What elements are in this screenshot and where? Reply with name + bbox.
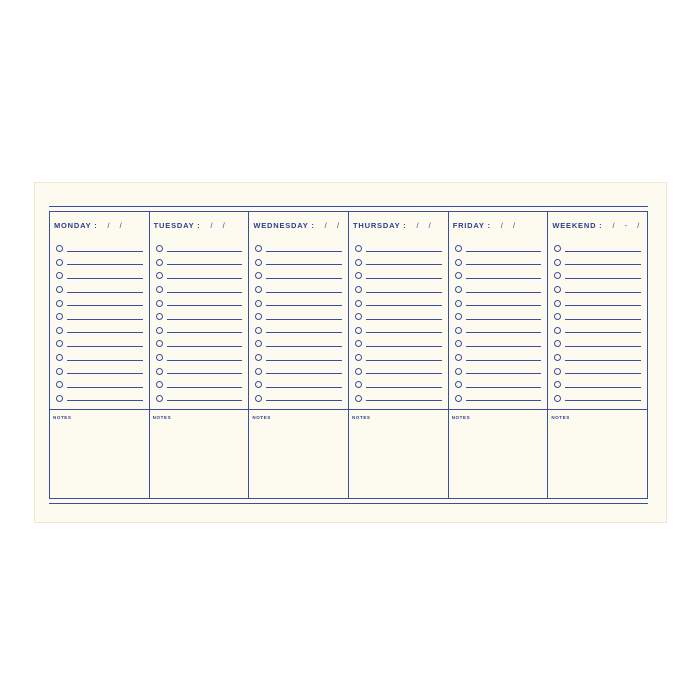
checkbox-circle-icon[interactable] [255, 327, 262, 334]
checkbox-circle-icon[interactable] [455, 340, 462, 347]
write-line[interactable] [565, 373, 641, 374]
write-line[interactable] [167, 387, 243, 388]
checklist-item [56, 310, 143, 324]
checklist [156, 242, 243, 405]
day-header [453, 221, 519, 230]
write-line[interactable] [266, 251, 342, 252]
checkbox-circle-icon[interactable] [255, 300, 262, 307]
checklist-item [156, 351, 243, 365]
checkbox-circle-icon[interactable] [554, 340, 561, 347]
checklist-item [156, 310, 243, 324]
checklist-item [56, 337, 143, 351]
checkbox-circle-icon[interactable] [554, 327, 561, 334]
write-line[interactable] [67, 292, 143, 293]
write-line[interactable] [366, 387, 442, 388]
notes-divider [50, 409, 149, 410]
checkbox-circle-icon[interactable] [554, 245, 561, 252]
write-line[interactable] [565, 346, 641, 347]
write-line[interactable] [565, 387, 641, 388]
checklist-item [554, 337, 641, 351]
checklist-item [255, 378, 342, 392]
checkbox-circle-icon[interactable] [554, 272, 561, 279]
write-line[interactable] [266, 332, 342, 333]
write-line[interactable] [366, 251, 442, 252]
checklist-item [554, 310, 641, 324]
write-line[interactable] [466, 332, 542, 333]
checkbox-circle-icon[interactable] [355, 300, 362, 307]
checklist [255, 242, 342, 405]
checklist-item [455, 378, 542, 392]
checklist-item [455, 242, 542, 256]
write-line[interactable] [167, 278, 243, 279]
write-line[interactable] [466, 278, 542, 279]
write-line[interactable] [167, 319, 243, 320]
write-line[interactable] [466, 305, 542, 306]
checklist-item [56, 364, 143, 378]
checklist-item [156, 283, 243, 297]
write-line[interactable] [167, 373, 243, 374]
checkbox-circle-icon[interactable] [455, 313, 462, 320]
day-column [149, 212, 249, 498]
checkbox-circle-icon[interactable] [355, 286, 362, 293]
checkbox-circle-icon[interactable] [56, 368, 63, 375]
checklist-item [554, 364, 641, 378]
checkbox-circle-icon[interactable] [455, 272, 462, 279]
write-line[interactable] [167, 346, 243, 347]
checkbox-circle-icon[interactable] [355, 272, 362, 279]
checkbox-circle-icon[interactable] [56, 259, 63, 266]
checkbox-circle-icon[interactable] [355, 395, 362, 402]
write-line[interactable] [67, 373, 143, 374]
checklist-item [355, 242, 442, 256]
checkbox-circle-icon[interactable] [156, 354, 163, 361]
checkbox-circle-icon[interactable] [156, 300, 163, 307]
checkbox-circle-icon[interactable] [455, 327, 462, 334]
checklist-item [554, 351, 641, 365]
checkbox-circle-icon[interactable] [255, 368, 262, 375]
checkbox-circle-icon[interactable] [56, 327, 63, 334]
checkbox-circle-icon[interactable] [56, 245, 63, 252]
checkbox-circle-icon[interactable] [554, 354, 561, 361]
checkbox-circle-icon[interactable] [554, 259, 561, 266]
checkbox-circle-icon[interactable] [355, 381, 362, 388]
write-line[interactable] [565, 305, 641, 306]
checklist-item [156, 324, 243, 338]
day-header [154, 221, 229, 230]
write-line[interactable] [67, 264, 143, 265]
notes-divider [150, 409, 249, 410]
day-label: FRIDAY : [452, 221, 491, 230]
write-line[interactable] [67, 332, 143, 333]
checkbox-circle-icon[interactable] [255, 354, 262, 361]
checklist-item [156, 256, 243, 270]
notes-label: NOTES [352, 415, 371, 420]
checklist-item [554, 269, 641, 283]
checkbox-circle-icon[interactable] [554, 313, 561, 320]
write-line[interactable] [565, 251, 641, 252]
checkbox-circle-icon[interactable] [56, 313, 63, 320]
checklist [455, 242, 542, 405]
write-line[interactable] [67, 346, 143, 347]
checkbox-circle-icon[interactable] [156, 313, 163, 320]
checklist-item [455, 296, 542, 310]
write-line[interactable] [466, 400, 542, 401]
checkbox-circle-icon[interactable] [355, 313, 362, 320]
day-header [552, 221, 643, 230]
day-header [54, 221, 126, 230]
write-line[interactable] [366, 264, 442, 265]
checklist-item [255, 283, 342, 297]
write-line[interactable] [466, 387, 542, 388]
day-column [547, 212, 648, 498]
checkbox-circle-icon[interactable] [355, 354, 362, 361]
weekly-planner-sheet [35, 183, 666, 522]
checklist-item [554, 378, 641, 392]
notes-label: NOTES [152, 415, 172, 420]
checklist-item [255, 364, 342, 378]
write-line[interactable] [67, 278, 143, 279]
checklist-item [56, 392, 143, 406]
checklist-item [455, 351, 542, 365]
checklist-item [255, 337, 342, 351]
checklist-item [156, 242, 243, 256]
checkbox-circle-icon[interactable] [554, 286, 561, 293]
day-header [353, 221, 435, 230]
checklist-item [455, 283, 542, 297]
checklist-item [455, 256, 542, 270]
write-line[interactable] [67, 360, 143, 361]
write-line[interactable] [266, 360, 342, 361]
checkbox-circle-icon[interactable] [455, 354, 462, 361]
write-line[interactable] [565, 278, 641, 279]
checklist-item [554, 296, 641, 310]
day-column [348, 212, 448, 498]
day-label: WEEKEND : [552, 221, 603, 230]
checklist-item [355, 310, 442, 324]
checkbox-circle-icon[interactable] [156, 259, 163, 266]
checkbox-circle-icon[interactable] [455, 245, 462, 252]
checklist-item [255, 242, 342, 256]
checkbox-circle-icon[interactable] [56, 300, 63, 307]
checklist-item [355, 269, 442, 283]
checkbox-circle-icon[interactable] [355, 327, 362, 334]
checkbox-circle-icon[interactable] [156, 381, 163, 388]
checklist-item [255, 269, 342, 283]
checklist-item [355, 296, 442, 310]
write-line[interactable] [466, 319, 542, 320]
checklist [355, 242, 442, 405]
checkbox-circle-icon[interactable] [255, 340, 262, 347]
day-header [253, 221, 343, 230]
checklist-item [355, 351, 442, 365]
checklist-item [255, 351, 342, 365]
write-line[interactable] [366, 305, 442, 306]
notes-divider [449, 409, 548, 410]
checkbox-circle-icon[interactable] [455, 368, 462, 375]
checklist-item [56, 378, 143, 392]
checklist-item [554, 324, 641, 338]
notes-label: NOTES [551, 415, 570, 420]
write-line[interactable] [266, 305, 342, 306]
write-line[interactable] [565, 360, 641, 361]
write-line[interactable] [366, 400, 442, 401]
write-line[interactable] [266, 373, 342, 374]
checkbox-circle-icon[interactable] [455, 381, 462, 388]
write-line[interactable] [565, 292, 641, 293]
checklist-item [554, 256, 641, 270]
write-line[interactable] [167, 305, 243, 306]
write-line[interactable] [67, 305, 143, 306]
checklist-item [156, 392, 243, 406]
write-line[interactable] [266, 278, 342, 279]
write-line[interactable] [266, 387, 342, 388]
write-line[interactable] [366, 360, 442, 361]
checklist-item [255, 324, 342, 338]
checkbox-circle-icon[interactable] [156, 368, 163, 375]
checklist-item [56, 256, 143, 270]
day-date-field[interactable]: / / [324, 221, 343, 230]
day-label: THURSDAY : [353, 221, 407, 230]
notes-divider [249, 409, 348, 410]
notes-divider [349, 409, 448, 410]
checklist-item [355, 378, 442, 392]
write-line[interactable] [167, 332, 243, 333]
write-line[interactable] [466, 360, 542, 361]
checklist-item [355, 256, 442, 270]
day-label: MONDAY : [54, 221, 98, 230]
checkbox-circle-icon[interactable] [255, 259, 262, 266]
notes-label: NOTES [252, 415, 271, 420]
checklist-item [455, 337, 542, 351]
write-line[interactable] [466, 292, 542, 293]
write-line[interactable] [266, 400, 342, 401]
checklist-item [156, 269, 243, 283]
checklist-item [56, 296, 143, 310]
write-line[interactable] [466, 264, 542, 265]
checklist-item [455, 324, 542, 338]
write-line[interactable] [565, 332, 641, 333]
checkbox-circle-icon[interactable] [255, 313, 262, 320]
write-line[interactable] [266, 319, 342, 320]
checklist-item [355, 337, 442, 351]
checkbox-circle-icon[interactable] [255, 245, 262, 252]
checkbox-circle-icon[interactable] [156, 272, 163, 279]
checkbox-circle-icon[interactable] [56, 272, 63, 279]
write-line[interactable] [67, 319, 143, 320]
write-line[interactable] [266, 346, 342, 347]
checklist [56, 242, 143, 405]
write-line[interactable] [366, 332, 442, 333]
day-date-field[interactable]: / / [500, 221, 520, 230]
write-line[interactable] [565, 319, 641, 320]
day-column [49, 212, 149, 498]
checkbox-circle-icon[interactable] [156, 340, 163, 347]
checkbox-circle-icon[interactable] [455, 259, 462, 266]
checkbox-circle-icon[interactable] [355, 245, 362, 252]
day-label: TUESDAY : [153, 221, 201, 230]
checklist-item [355, 392, 442, 406]
write-line[interactable] [366, 292, 442, 293]
day-date-field[interactable]: / / [107, 221, 126, 230]
checkbox-circle-icon[interactable] [255, 381, 262, 388]
planner-frame [49, 206, 648, 504]
write-line[interactable] [67, 387, 143, 388]
notes-label: NOTES [451, 415, 471, 420]
checklist-item [56, 283, 143, 297]
checklist-item [56, 324, 143, 338]
checklist-item [355, 283, 442, 297]
checkbox-circle-icon[interactable] [56, 381, 63, 388]
write-line[interactable] [167, 251, 243, 252]
checkbox-circle-icon[interactable] [255, 395, 262, 402]
checklist-item [156, 364, 243, 378]
checkbox-circle-icon[interactable] [156, 286, 163, 293]
checklist-item [56, 269, 143, 283]
checklist-item [56, 242, 143, 256]
checkbox-circle-icon[interactable] [156, 245, 163, 252]
write-line[interactable] [266, 264, 342, 265]
day-label: WEDNESDAY : [253, 221, 315, 230]
checklist-item [455, 310, 542, 324]
write-line[interactable] [366, 346, 442, 347]
write-line[interactable] [167, 292, 243, 293]
write-line[interactable] [167, 264, 243, 265]
checklist [554, 242, 641, 405]
checklist-item [156, 378, 243, 392]
checkbox-circle-icon[interactable] [156, 327, 163, 334]
write-line[interactable] [565, 400, 641, 401]
day-column [448, 212, 548, 498]
checklist-item [455, 364, 542, 378]
checkbox-circle-icon[interactable] [355, 340, 362, 347]
checklist-item [255, 310, 342, 324]
checklist-item [355, 364, 442, 378]
checklist-item [255, 296, 342, 310]
day-date-field[interactable]: / / [210, 221, 229, 230]
write-line[interactable] [366, 319, 442, 320]
checkbox-circle-icon[interactable] [554, 381, 561, 388]
day-date-field[interactable]: / - / [612, 221, 644, 230]
checklist-item [156, 337, 243, 351]
checkbox-circle-icon[interactable] [156, 395, 163, 402]
write-line[interactable] [366, 278, 442, 279]
checkbox-circle-icon[interactable] [56, 395, 63, 402]
checkbox-circle-icon[interactable] [56, 286, 63, 293]
checklist-item [255, 392, 342, 406]
write-line[interactable] [466, 346, 542, 347]
checklist-item [156, 296, 243, 310]
write-line[interactable] [67, 251, 143, 252]
checkbox-circle-icon[interactable] [554, 300, 561, 307]
checkbox-circle-icon[interactable] [455, 286, 462, 293]
checkbox-circle-icon[interactable] [255, 286, 262, 293]
checklist-item [355, 324, 442, 338]
checklist-item [554, 392, 641, 406]
write-line[interactable] [266, 292, 342, 293]
write-line[interactable] [565, 264, 641, 265]
checkbox-circle-icon[interactable] [355, 259, 362, 266]
notes-divider [548, 409, 647, 410]
checklist-item [554, 242, 641, 256]
write-line[interactable] [466, 373, 542, 374]
checklist-item [455, 269, 542, 283]
day-column [248, 212, 348, 498]
checkbox-circle-icon[interactable] [455, 395, 462, 402]
day-columns [49, 212, 648, 498]
write-line[interactable] [167, 360, 243, 361]
checkbox-circle-icon[interactable] [455, 300, 462, 307]
checkbox-circle-icon[interactable] [355, 368, 362, 375]
checklist-item [56, 351, 143, 365]
write-line[interactable] [466, 251, 542, 252]
day-date-field[interactable]: / / [416, 221, 435, 230]
checklist-item [455, 392, 542, 406]
checkbox-circle-icon[interactable] [56, 340, 63, 347]
checkbox-circle-icon[interactable] [554, 395, 561, 402]
checkbox-circle-icon[interactable] [554, 368, 561, 375]
checkbox-circle-icon[interactable] [56, 354, 63, 361]
checkbox-circle-icon[interactable] [255, 272, 262, 279]
checklist-item [554, 283, 641, 297]
write-line[interactable] [167, 400, 243, 401]
write-line[interactable] [366, 373, 442, 374]
notes-label: NOTES [53, 415, 72, 420]
write-line[interactable] [67, 400, 143, 401]
checklist-item [255, 256, 342, 270]
